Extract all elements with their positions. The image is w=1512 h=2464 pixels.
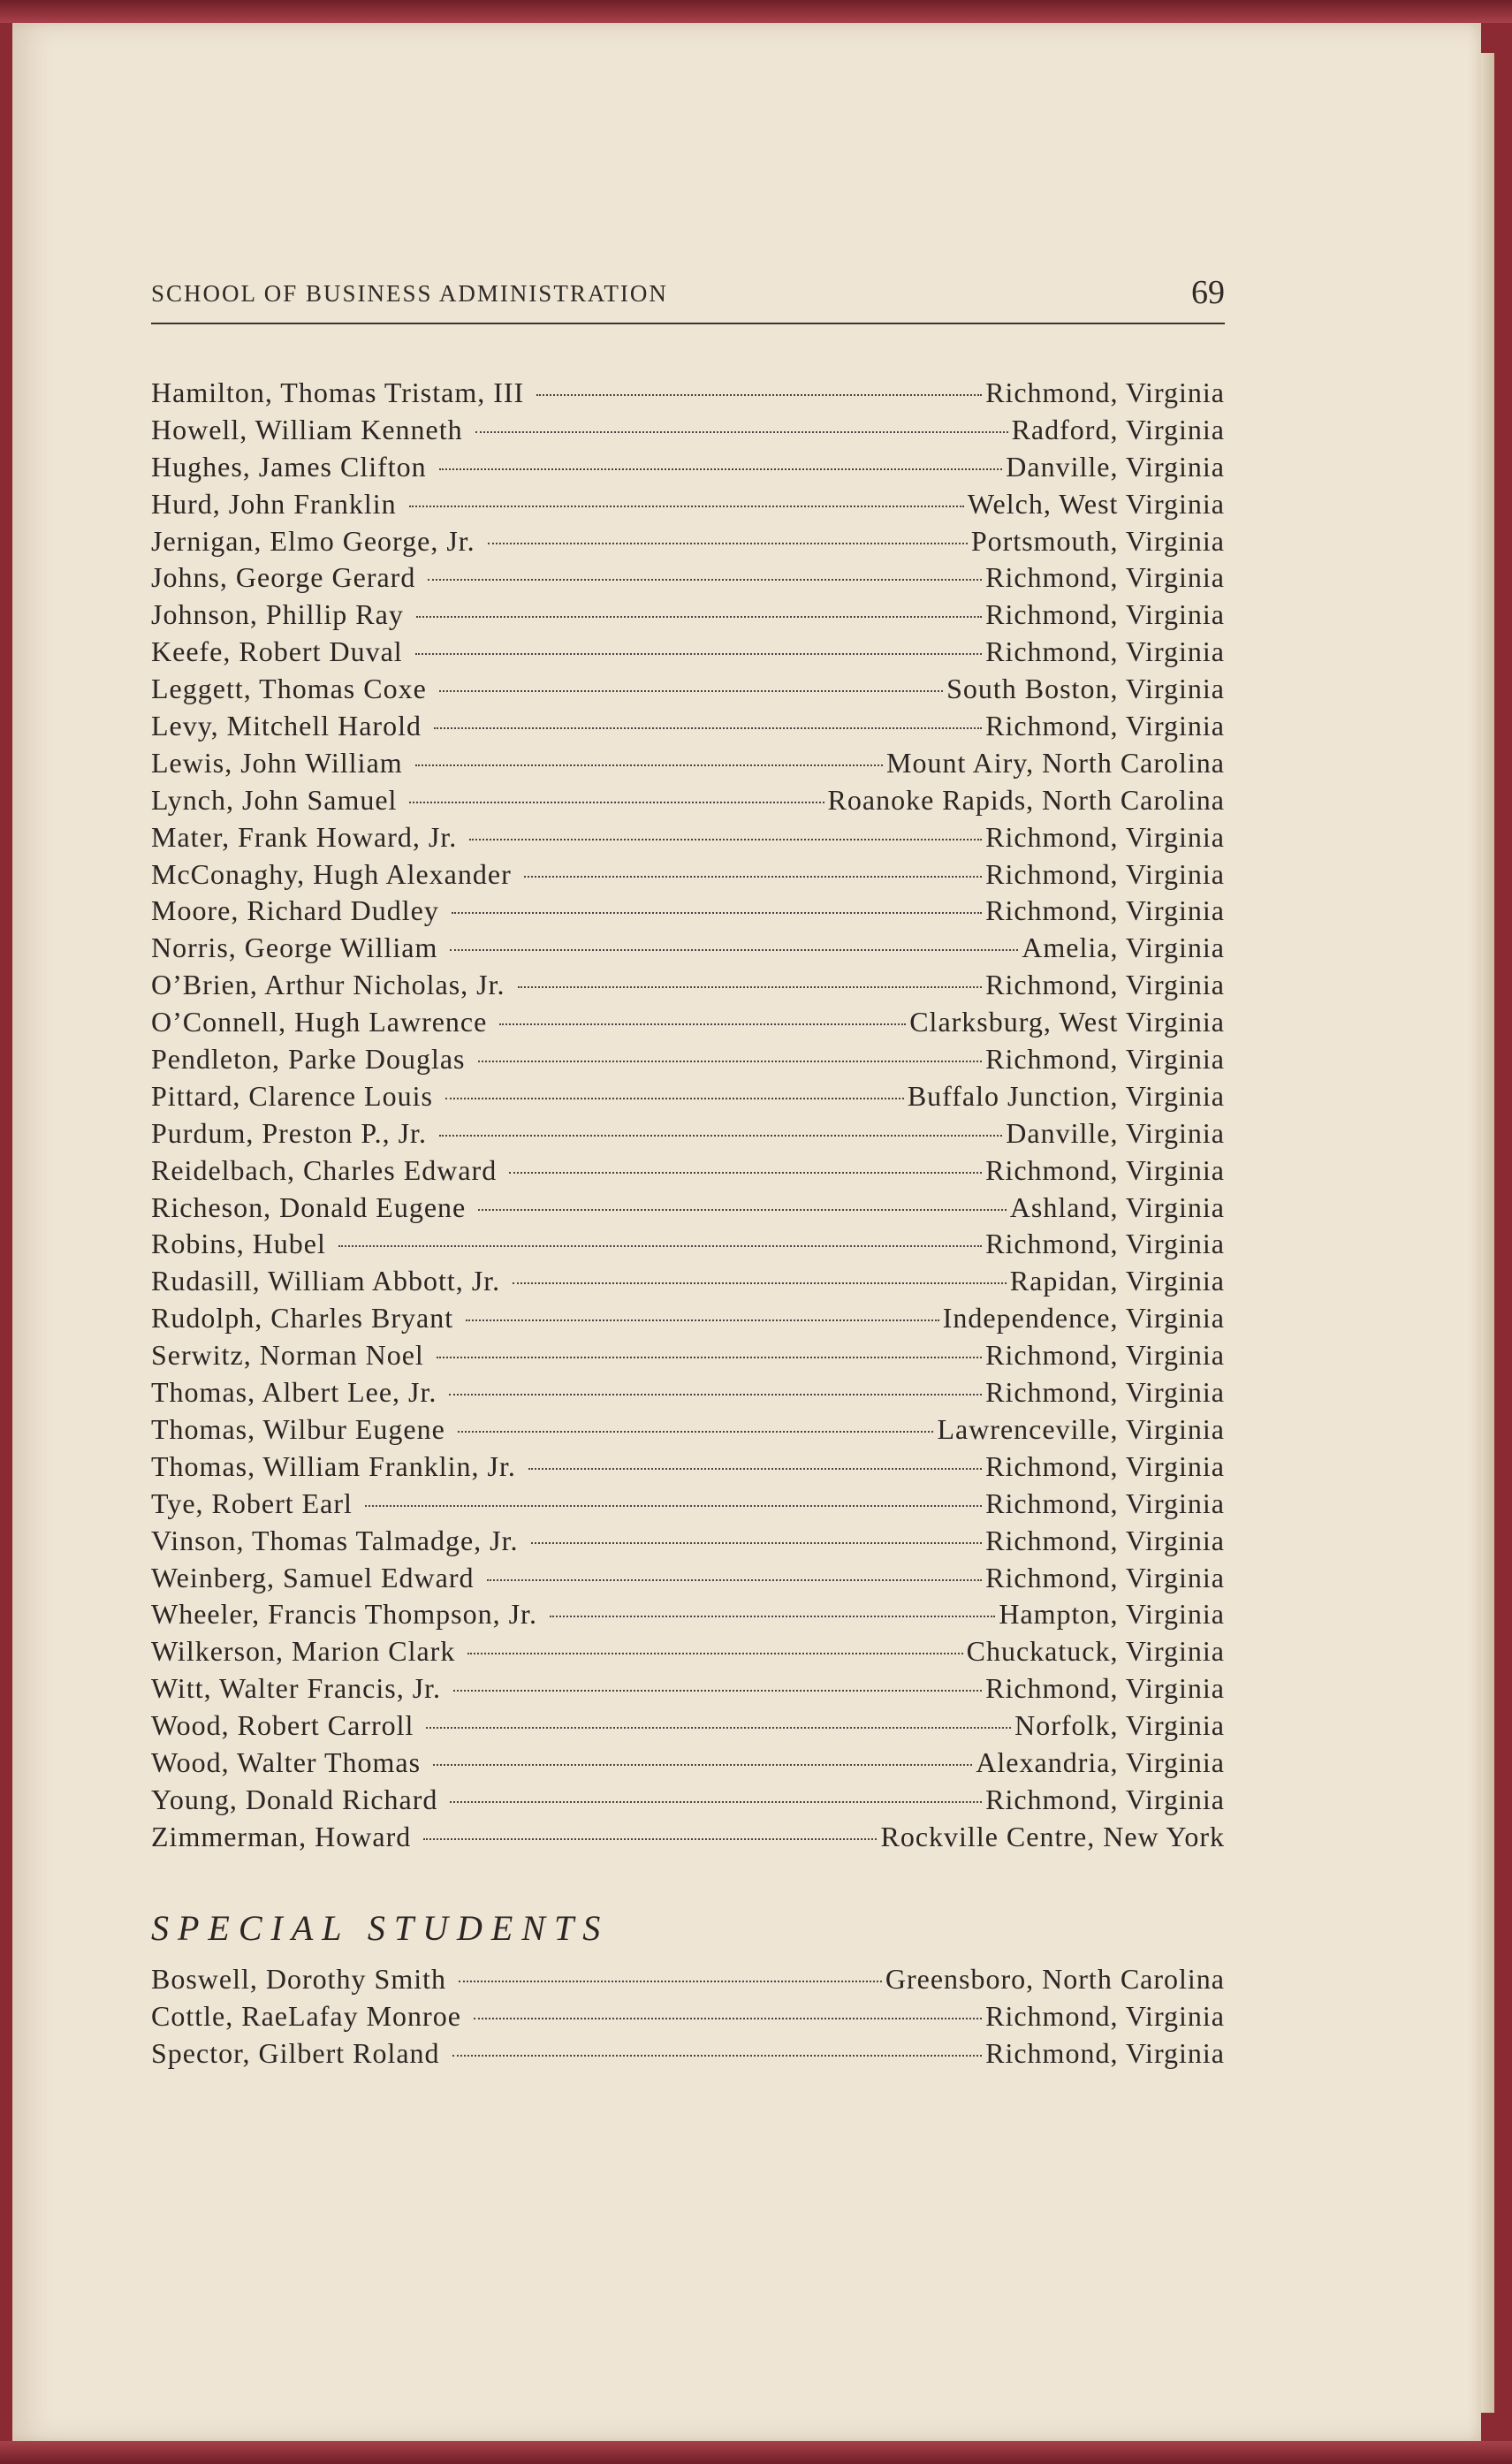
student-name: Spector, Gilbert Roland	[151, 2036, 440, 2069]
hometown: Richmond, Virginia	[985, 710, 1225, 742]
student-entry	[151, 414, 1225, 451]
dot-leader	[458, 1431, 934, 1433]
student-name: Rudasill, William Abbott, Jr.	[151, 1265, 501, 1297]
student-name: O’Connell, Hugh Lawrence	[151, 1006, 488, 1038]
book-binding-bottom	[0, 2441, 1512, 2464]
student-entry	[151, 1635, 1225, 1672]
dot-leader	[478, 1061, 983, 1062]
hometown: Richmond, Virginia	[985, 1376, 1225, 1409]
dot-leader	[524, 876, 982, 878]
dot-leader	[452, 912, 982, 914]
student-entry	[151, 1302, 1225, 1339]
dot-leader	[531, 1542, 983, 1544]
student-entry	[151, 784, 1225, 821]
student-entry	[151, 1228, 1225, 1265]
student-name: Serwitz, Norman Noel	[151, 1339, 424, 1372]
dot-leader	[439, 690, 943, 692]
dot-leader	[415, 653, 982, 655]
dot-leader	[409, 802, 824, 803]
hometown: Richmond, Virginia	[985, 635, 1225, 668]
student-name: Leggett, Thomas Coxe	[151, 673, 427, 705]
student-name: Witt, Walter Francis, Jr.	[151, 1672, 442, 1705]
student-name: Wilkerson, Marion Clark	[151, 1635, 456, 1668]
student-name: Thomas, Albert Lee, Jr.	[151, 1376, 437, 1409]
special-student-entry	[151, 1963, 1225, 2000]
hometown: Richmond, Virginia	[985, 894, 1225, 927]
dot-leader	[439, 468, 1003, 470]
dot-leader	[434, 727, 982, 729]
dot-leader	[488, 543, 968, 544]
student-name: Tye, Robert Earl	[151, 1487, 353, 1519]
dot-leader	[452, 2055, 983, 2057]
student-name: Robins, Hubel	[151, 1228, 326, 1260]
student-entry	[151, 1598, 1225, 1635]
student-name: Wheeler, Francis Thompson, Jr.	[151, 1598, 537, 1631]
hometown: South Boston, Virginia	[946, 673, 1225, 705]
student-name: Young, Donald Richard	[151, 1783, 438, 1815]
student-name: Thomas, William Franklin, Jr.	[151, 1449, 516, 1482]
student-entry	[151, 635, 1225, 673]
hometown: Buffalo Junction, Virginia	[907, 1079, 1225, 1112]
dot-leader	[423, 1838, 877, 1840]
dot-leader	[513, 1282, 1007, 1284]
student-entry	[151, 451, 1225, 488]
hometown: Richmond, Virginia	[985, 820, 1225, 853]
student-name: Jernigan, Elmo George, Jr.	[151, 524, 475, 557]
student-entry	[151, 1339, 1225, 1376]
student-name: Pittard, Clarence Louis	[151, 1079, 433, 1112]
dot-leader	[499, 1023, 906, 1025]
student-name: Purdum, Preston P., Jr.	[151, 1116, 427, 1149]
hometown: Roanoke Rapids, North Carolina	[827, 783, 1225, 816]
student-entry	[151, 525, 1225, 562]
student-entry	[151, 1672, 1225, 1709]
student-entry	[151, 1783, 1225, 1821]
dot-leader	[365, 1505, 982, 1507]
hometown: Norfolk, Virginia	[1014, 1709, 1225, 1742]
student-name: Norris, George William	[151, 932, 438, 964]
student-entry	[151, 1376, 1225, 1413]
student-name: Hurd, John Franklin	[151, 487, 397, 520]
hometown: Richmond, Virginia	[985, 857, 1225, 890]
hometown: Richmond, Virginia	[985, 1449, 1225, 1482]
student-name: Rudolph, Charles Bryant	[151, 1302, 454, 1335]
hometown: Clarksburg, West Virginia	[909, 1006, 1225, 1038]
student-entry	[151, 1154, 1225, 1191]
special-student-list	[151, 1963, 1225, 2074]
student-entry	[151, 1413, 1225, 1450]
hometown: Radford, Virginia	[1011, 413, 1225, 445]
student-entry	[151, 1821, 1225, 1858]
student-name: O’Brien, Arthur Nicholas, Jr.	[151, 969, 505, 1001]
dot-leader	[433, 1764, 972, 1766]
hometown: Richmond, Virginia	[985, 1672, 1225, 1705]
student-entry	[151, 673, 1225, 710]
dot-leader	[469, 839, 982, 840]
hometown: Richmond, Virginia	[985, 1999, 1225, 2032]
student-name: Thomas, Wilbur Eugene	[151, 1412, 445, 1445]
hometown: Rapidan, Virginia	[1009, 1265, 1225, 1297]
student-entry	[151, 747, 1225, 784]
dot-leader	[528, 1468, 982, 1470]
book-binding-top	[0, 0, 1512, 23]
dot-leader	[428, 579, 982, 581]
student-entry	[151, 1709, 1225, 1746]
dot-leader	[426, 1727, 1011, 1729]
dot-leader	[474, 2018, 982, 2019]
student-name: Howell, William Kenneth	[151, 413, 463, 445]
hometown: Danville, Virginia	[1006, 1116, 1225, 1149]
student-entry	[151, 1117, 1225, 1154]
special-students-heading: SPECIAL STUDENTS	[151, 1908, 610, 1948]
student-name: Keefe, Robert Duval	[151, 635, 403, 668]
student-entry	[151, 1265, 1225, 1302]
dot-leader	[415, 764, 883, 766]
student-name: Reidelbach, Charles Edward	[151, 1153, 498, 1186]
page-header	[151, 270, 1225, 324]
student-entry	[151, 598, 1225, 635]
student-entry	[151, 1562, 1225, 1599]
page-number: 69	[1191, 274, 1225, 311]
student-name: Boswell, Dorothy Smith	[151, 1963, 447, 1995]
student-entry	[151, 1450, 1225, 1487]
dot-leader	[416, 616, 982, 618]
student-entry	[151, 932, 1225, 969]
dot-leader	[445, 1098, 904, 1099]
student-name: Pendleton, Parke Douglas	[151, 1043, 466, 1076]
student-name: Cottle, RaeLafay Monroe	[151, 1999, 461, 2032]
student-entry	[151, 821, 1225, 858]
hometown: Richmond, Virginia	[985, 969, 1225, 1001]
hometown: Richmond, Virginia	[985, 1228, 1225, 1260]
student-entry	[151, 1191, 1225, 1228]
hometown: Richmond, Virginia	[985, 1487, 1225, 1519]
hometown: Lawrenceville, Virginia	[937, 1412, 1225, 1445]
dot-leader	[467, 1653, 962, 1654]
student-name: Levy, Mitchell Harold	[151, 710, 422, 742]
hometown: Independence, Virginia	[942, 1302, 1225, 1335]
running-head: SCHOOL OF BUSINESS ADMINISTRATION	[151, 280, 668, 307]
dot-leader	[459, 1981, 882, 1982]
student-entry	[151, 376, 1225, 414]
dot-leader	[466, 1319, 939, 1321]
student-name: Wood, Walter Thomas	[151, 1745, 422, 1778]
hometown: Richmond, Virginia	[985, 1153, 1225, 1186]
student-name: Johnson, Phillip Ray	[151, 598, 404, 631]
student-entry	[151, 710, 1225, 747]
hometown: Danville, Virginia	[1006, 450, 1225, 483]
hometown: Richmond, Virginia	[985, 2036, 1225, 2069]
hometown: Richmond, Virginia	[985, 1043, 1225, 1076]
hometown: Ashland, Virginia	[1009, 1190, 1225, 1223]
hometown: Richmond, Virginia	[985, 376, 1225, 408]
hometown: Welch, West Virginia	[967, 487, 1225, 520]
student-name: Hughes, James Clifton	[151, 450, 427, 483]
student-name: Moore, Richard Dudley	[151, 894, 439, 927]
student-name: Wood, Robert Carroll	[151, 1709, 414, 1742]
dot-leader	[475, 431, 1008, 433]
hometown: Richmond, Virginia	[985, 1783, 1225, 1815]
dot-leader	[338, 1245, 982, 1247]
student-entry	[151, 1080, 1225, 1117]
student-entry	[151, 488, 1225, 525]
student-entry	[151, 894, 1225, 932]
hometown: Amelia, Virginia	[1022, 932, 1225, 964]
student-name: Vinson, Thomas Talmadge, Jr.	[151, 1524, 519, 1556]
student-name: Zimmerman, Howard	[151, 1820, 412, 1852]
student-name: Johns, George Gerard	[151, 561, 416, 594]
special-student-entry	[151, 2037, 1225, 2074]
dot-leader	[450, 1801, 982, 1803]
hometown: Greensboro, North Carolina	[885, 1963, 1225, 1995]
hometown: Richmond, Virginia	[985, 561, 1225, 594]
student-list	[151, 376, 1225, 1858]
hometown: Rockville Centre, New York	[880, 1820, 1225, 1852]
dot-leader	[437, 1357, 982, 1358]
student-entry	[151, 1043, 1225, 1080]
student-entry	[151, 969, 1225, 1006]
student-name: Lewis, John William	[151, 746, 403, 779]
hometown: Chuckatuck, Virginia	[966, 1635, 1225, 1668]
dot-leader	[409, 506, 964, 507]
hometown: Alexandria, Virginia	[976, 1745, 1225, 1778]
student-name: Weinberg, Samuel Edward	[151, 1561, 475, 1593]
student-entry	[151, 1487, 1225, 1525]
student-entry	[151, 1006, 1225, 1043]
dot-leader	[478, 1209, 1007, 1211]
dot-leader	[518, 986, 983, 988]
student-name: Lynch, John Samuel	[151, 783, 398, 816]
hometown: Hampton, Virginia	[999, 1598, 1225, 1631]
hometown: Richmond, Virginia	[985, 1339, 1225, 1372]
dot-leader	[453, 1690, 982, 1692]
special-student-entry	[151, 2000, 1225, 2037]
dot-leader	[450, 949, 1018, 951]
student-name: Mater, Frank Howard, Jr.	[151, 820, 458, 853]
student-entry	[151, 1746, 1225, 1783]
student-name: Hamilton, Thomas Tristam, III	[151, 376, 525, 408]
student-entry	[151, 1525, 1225, 1562]
hometown: Mount Airy, North Carolina	[886, 746, 1225, 779]
dot-leader	[550, 1616, 995, 1617]
dot-leader	[487, 1579, 983, 1581]
student-entry	[151, 858, 1225, 895]
dot-leader	[509, 1172, 982, 1174]
dot-leader	[439, 1135, 1002, 1137]
hometown: Richmond, Virginia	[985, 1561, 1225, 1593]
student-name: Richeson, Donald Eugene	[151, 1190, 467, 1223]
hometown: Richmond, Virginia	[985, 598, 1225, 631]
dot-leader	[449, 1394, 982, 1396]
hometown: Richmond, Virginia	[985, 1524, 1225, 1556]
student-entry	[151, 561, 1225, 598]
dot-leader	[536, 394, 982, 396]
student-name: McConaghy, Hugh Alexander	[151, 857, 512, 890]
hometown: Portsmouth, Virginia	[970, 524, 1225, 557]
